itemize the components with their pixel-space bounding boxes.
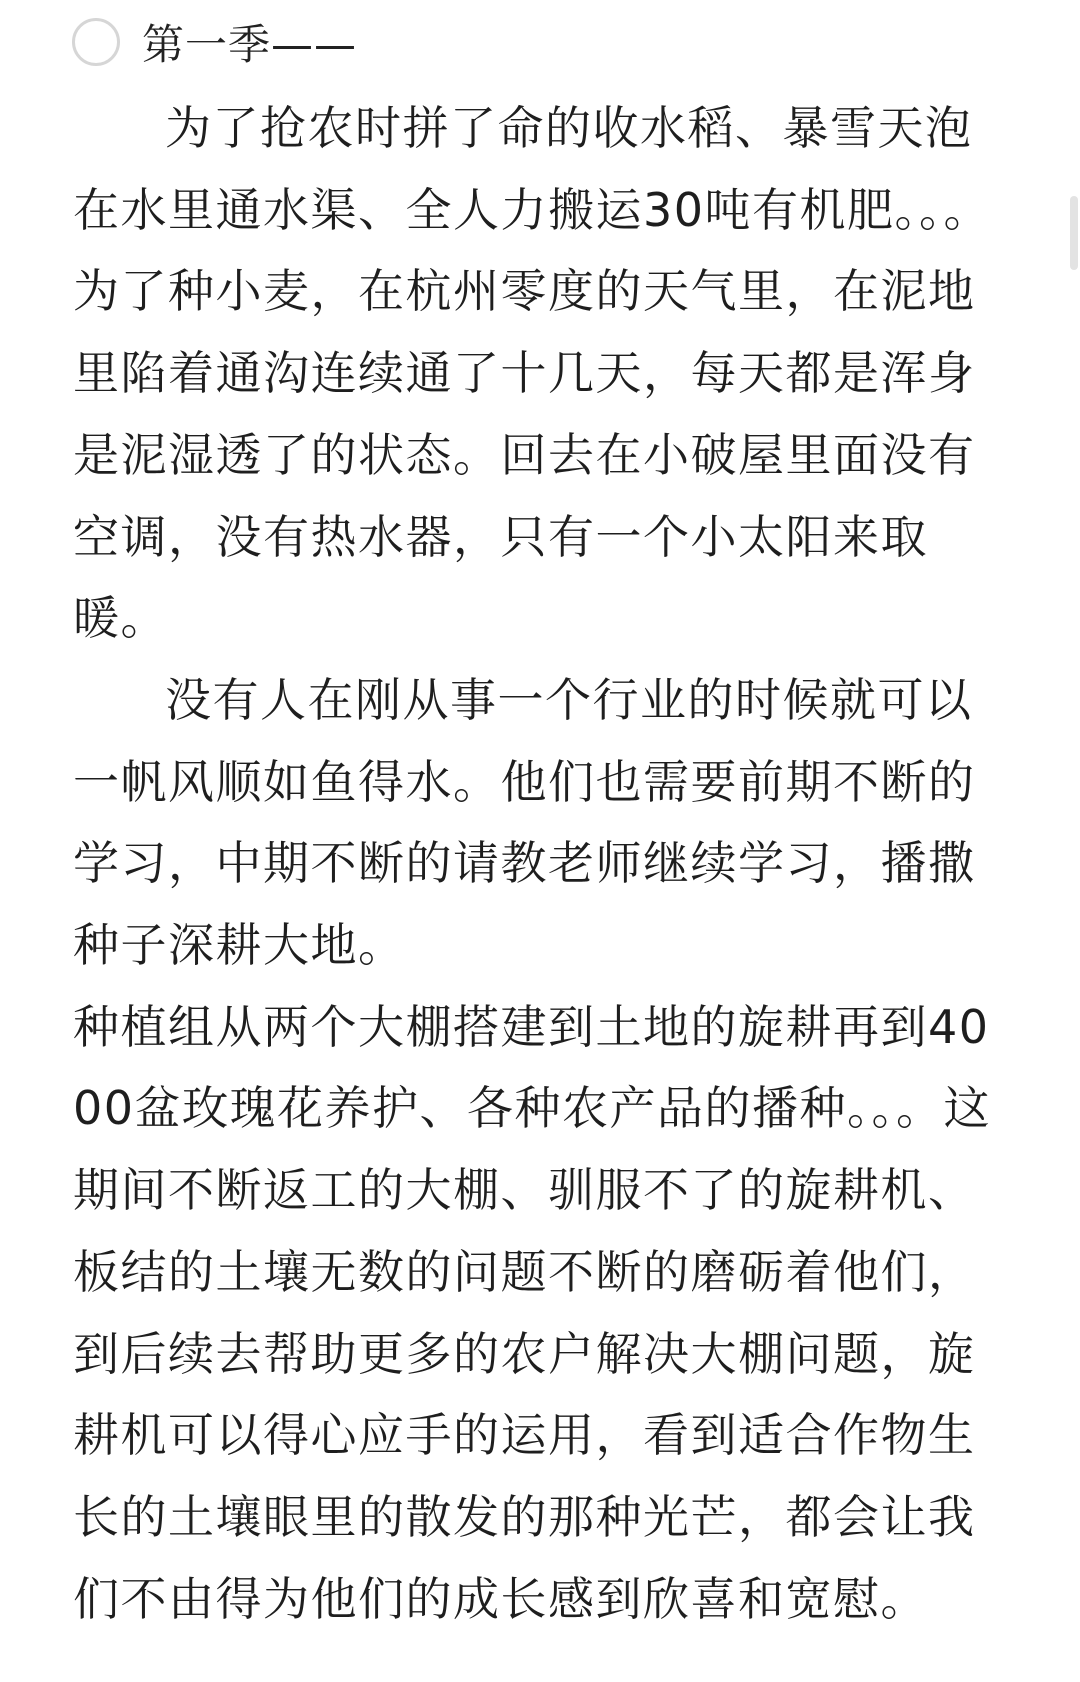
season-title: 第一季—— (142, 20, 358, 69)
scrollbar[interactable] (1068, 0, 1080, 1682)
paragraph-3: 种植组从两个大棚搭建到土地的旋耕再到4000盆玫瑰花养护、各种农产品的播种。。。这期间不断返工的大棚、驯服不了的旋耕机、板结的土壤无数的问题不断的磨砺着他们，到后续去帮助更多的农户解决大棚问题，旋耕机可以得心应手的运用，看到适合作物生长的土壤眼里的散发的那种光芒，都会让我们不由得为他们的成长感到欣喜和宽慰。 (73, 999, 992, 1626)
scrollbar-thumb[interactable] (1070, 196, 1078, 270)
radio-button[interactable] (72, 18, 120, 66)
paragraph-2: 没有人在刚从事一个行业的时候就可以一帆风顺如鱼得水。他们也需要前期不断的学习，中期不断的请教老师继续学习，播撒种子深耕大地。 (73, 672, 976, 973)
season-header (72, 10, 357, 74)
paragraph-1: 为了抢农时拼了命的收水稻、暴雪天泡在水里通水渠、全人力搬运30吨有机肥。。。为了种小麦，在杭州零度的天气里，在泥地里陷着通沟连续通了十几天，每天都是浑身是泥湿透了的状态。回去在小破屋里面没有空调，没有热水器，只有一个小太阳来取暖。 (73, 101, 992, 646)
article-body (73, 88, 995, 1640)
